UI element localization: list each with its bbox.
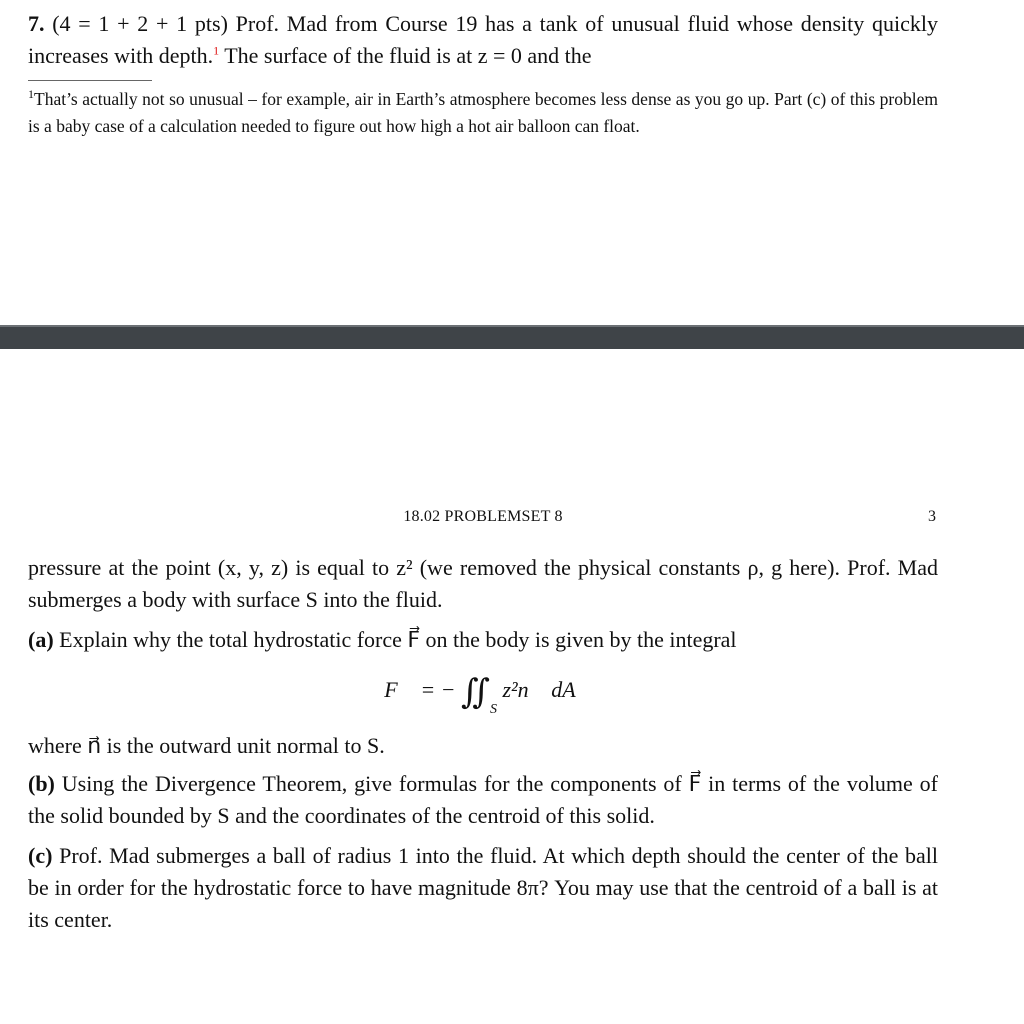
part-a-text: Explain why the total hydrostatic force F⃗ on the body is given by the integral [59,627,737,652]
problem-intro-tail: The surface of the fluid is at z = 0 and the [224,43,592,68]
problem-continuation: pressure at the point (x, y, z) is equal to z² (we removed the physical constants ρ, g here). Prof. Mad submerges a body with surface S into the fluid. [28,555,938,612]
part-a-label: (a) [28,627,54,652]
part-b-label: (b) [28,771,55,796]
page-number: 3 [928,508,936,525]
part-a-where: where n⃗ is the outward unit normal to S. [28,733,385,758]
footnote-marker: 1 [28,87,34,102]
part-a [28,624,938,656]
part-c-label: (c) [28,843,53,868]
equation-rhs: z²n⃗ dA [502,677,576,702]
problem-number: 7. [28,11,45,36]
part-b-text: Using the Divergence Theorem, give formulas for the components of F⃗ in terms of the volume of the solid bounded by S and the coordinates of the centroid of this solid. [28,771,938,828]
integral-subscript: S [489,702,497,717]
double-integral-symbol: ∬ [461,674,490,711]
force-integral-equation [0,668,960,732]
page-separator [0,327,1024,349]
footnote-reference[interactable]: 1 [213,43,220,58]
part-c [28,840,938,936]
footnote-divider [28,80,152,81]
footnote [28,86,938,140]
problem-intro: (4 = 1 + 2 + 1 pts) Prof. Mad from Course 19 has a tank of unusual fluid whose density quickly increases with depth. [28,11,939,68]
footnote-text: That’s actually not so unusual – for example, air in Earth’s atmosphere becomes less dense as you go up. Part (c) of this problem is a baby case of a calculation needed to figure out how high a hot air balloon can float. [28,89,938,136]
equation-lhs: F⃗ = − [384,677,456,702]
header-title: 18.02 PROBLEMSET 8 [403,508,563,525]
part-b [28,768,938,832]
part-c-text: Prof. Mad submerges a ball of radius 1 into the fluid. At which depth should the center of the ball be in order for the hydrostatic force to have magnitude 8π? You may use that the centroid of a ball is at its center. [28,843,939,932]
page-header [28,508,938,532]
problem-statement [28,8,938,72]
